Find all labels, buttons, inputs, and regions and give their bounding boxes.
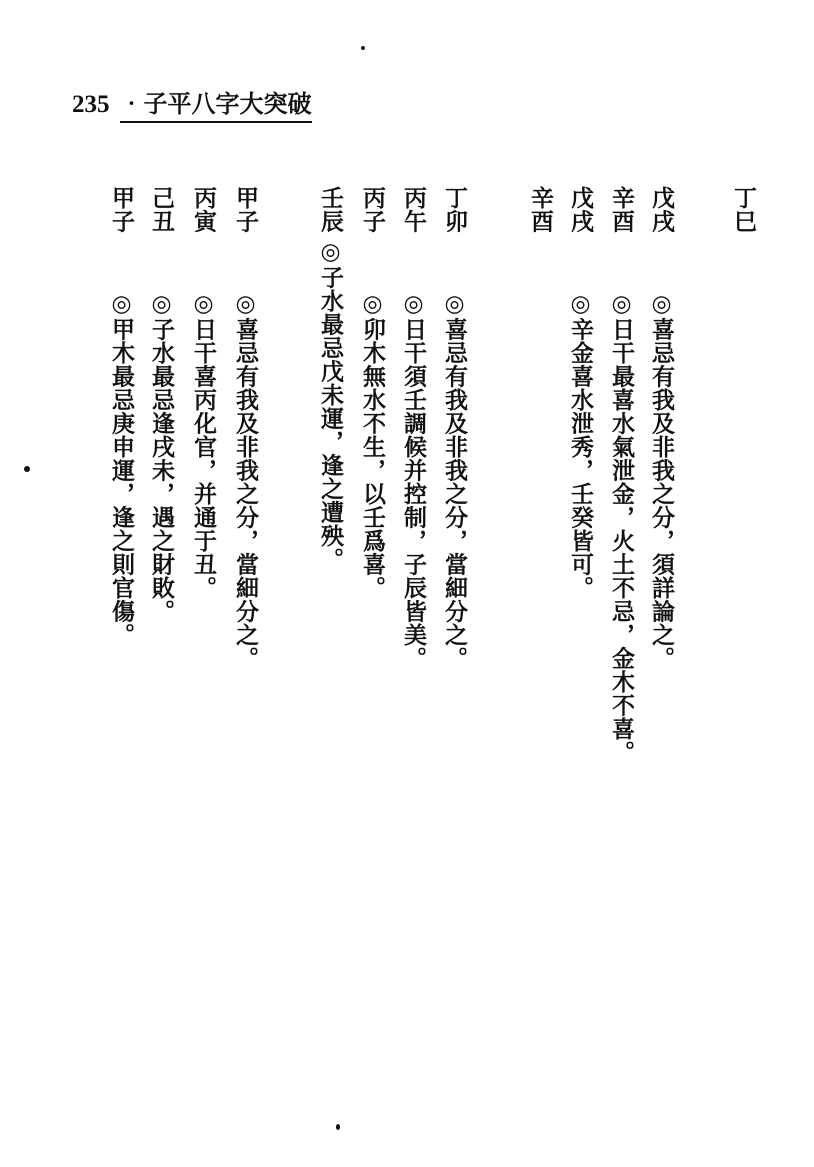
page-header (72, 84, 312, 124)
scan-speck (24, 466, 30, 472)
scan-speck (361, 46, 365, 50)
scan-speck (336, 1124, 340, 1130)
pillar-text: 丙子 (359, 186, 386, 233)
pillar-text: 辛酉 (608, 186, 635, 233)
note-text: ◎日干須壬調候并控制，子辰皆美。 (400, 290, 427, 670)
note-text: ◎辛金喜水泄秀，壬癸皆可。 (567, 290, 594, 600)
pillar-text: 戊戌 (567, 186, 594, 233)
pillar-text: 丁卯 (441, 186, 468, 233)
note-text: ◎日干最喜水氣泄金，火土不忌，金木不喜。 (608, 290, 635, 764)
pillar-text: 丙寅 (190, 186, 217, 233)
note-text: ◎甲木最忌庚申運，逢之則官傷。 (108, 290, 135, 647)
pillar-text: 己丑 (148, 186, 175, 233)
note-text: ◎日干喜丙化官，并通于丑。 (190, 290, 217, 600)
pillar-text: 戊戌 (648, 186, 675, 233)
note-text: ◎喜忌有我及非我之分，當細分之。 (441, 290, 468, 670)
page-number: 235 (72, 91, 110, 118)
pillar-text: 丙午 (400, 186, 427, 233)
pillar-text: 丁巳 (730, 186, 757, 233)
note-text: ◎喜忌有我及非我之分，須詳論之。 (648, 290, 675, 670)
note-text: ◎喜忌有我及非我之分，當細分之。 (232, 290, 259, 670)
pillar-text: 甲子 (108, 186, 135, 233)
book-title: ‧子平八字大突破 (120, 84, 312, 123)
note-text: ◎子水最忌逢戌未，遇之財敗。 (148, 290, 175, 623)
note-text: ◎卯木無水不生，以壬爲喜。 (359, 290, 386, 600)
note-text: ◎子水最忌戊未運，逢之遭殃。 (317, 238, 344, 571)
pillar-text: 壬辰 (317, 186, 344, 233)
pillar-text: 辛酉 (527, 186, 554, 233)
pillar-text: 甲子 (232, 186, 259, 233)
